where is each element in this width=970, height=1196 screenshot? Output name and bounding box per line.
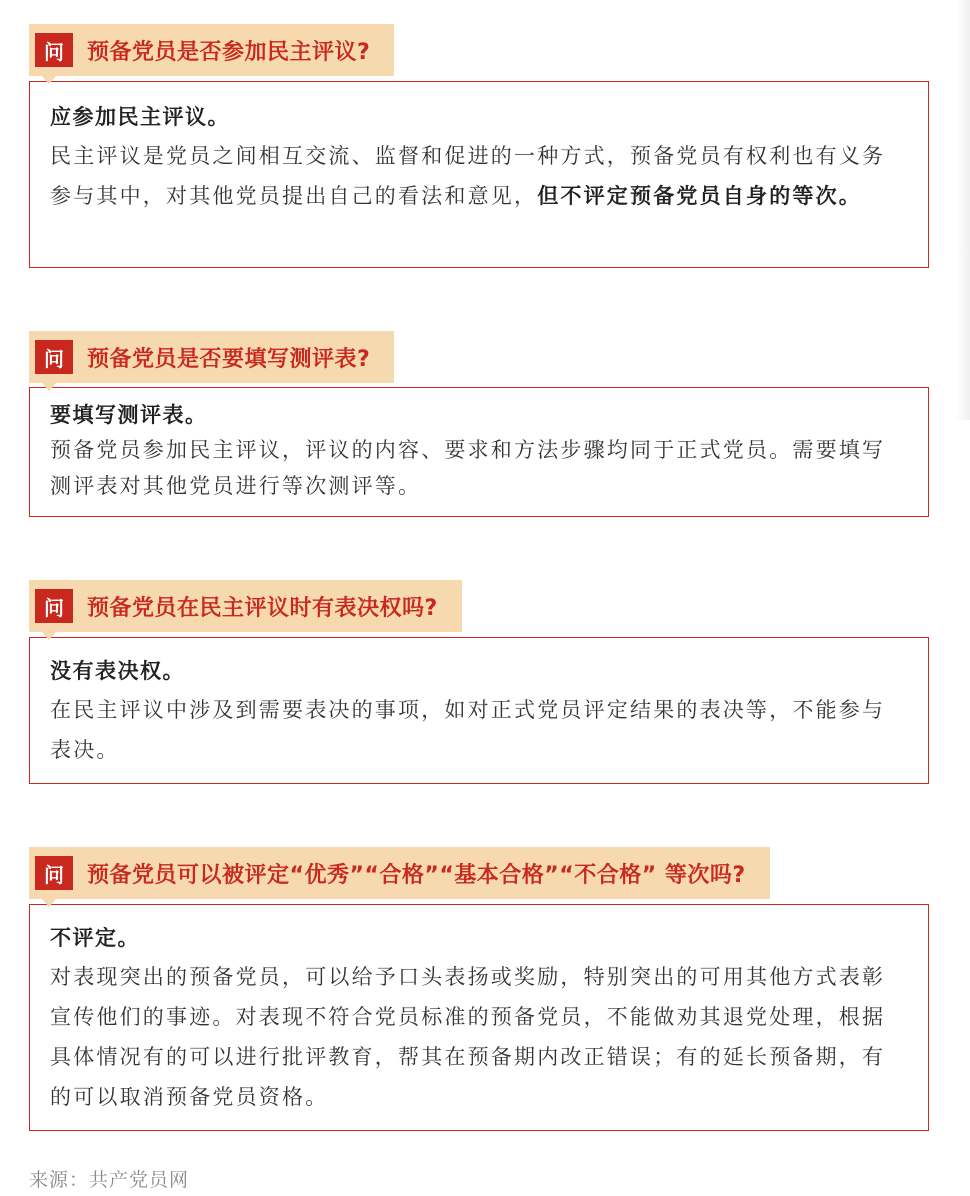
answer-body: [50, 957, 908, 1117]
qa-item-4: [29, 847, 931, 1131]
banner-pointer: [42, 899, 56, 907]
question-badge: 问: [35, 340, 73, 374]
source-credit: 来源：共产党员网: [29, 1169, 190, 1191]
banner-pointer: [42, 632, 56, 640]
answer-lead: 没有表决权。: [50, 659, 185, 683]
qa-item-2: [29, 331, 931, 517]
question-text: 预备党员可以被评定“优秀”“合格”“基本合格”“不合格” 等次吗?: [87, 862, 746, 888]
question-text: 预备党员是否要填写测评表?: [87, 346, 371, 372]
answer-text: 在民主评议中涉及到需要表决的事项，如对正式党员评定结果的表决等，不能参与表决。: [50, 698, 886, 762]
question-text: 预备党员在民主评议时有表决权吗?: [87, 595, 438, 621]
answer-box: [29, 387, 929, 517]
question-badge: 问: [35, 589, 73, 623]
answer-body: [50, 690, 908, 770]
question-text: 预备党员是否参加民主评议?: [87, 39, 371, 65]
answer-box: [29, 904, 929, 1131]
right-edge-shadow: [956, 0, 970, 420]
question-banner: [29, 580, 462, 632]
answer-body: [50, 432, 908, 504]
question-banner: [29, 24, 394, 76]
answer-lead: 要填写测评表。: [50, 403, 208, 427]
answer-box: [29, 637, 929, 784]
answer-lead: 不评定。: [50, 926, 140, 950]
question-banner: [29, 847, 770, 899]
answer-text: 预备党员参加民主评议，评议的内容、要求和方法步骤均同于正式党员。需要填写测评表对其他党员进行等次测评等。: [50, 438, 886, 498]
question-badge: 问: [35, 856, 73, 890]
answer-emphasis: 但不评定预备党员自身的等次。: [537, 184, 863, 208]
question-badge: 问: [35, 33, 73, 67]
answer-box: [29, 81, 929, 268]
qa-item-1: [29, 24, 931, 268]
banner-pointer: [42, 76, 56, 84]
answer-text: 民主评议是党员之间相互交流、监督和促进的一种方式，预备党员有权利也有义务参与其中，对其他党员提出自己的看法和意见，: [50, 144, 886, 208]
banner-pointer: [42, 383, 56, 391]
answer-lead: 应参加民主评议。: [50, 105, 230, 129]
answer-text: 对表现突出的预备党员，可以给予口头表扬或奖励，特别突出的可用其他方式表彰宣传他们的事迹。对表现不符合党员标准的预备党员，不能做劝其退党处理，根据具体情况有的可以进行批评教育，帮其在预备期内改正错误；有的延长预备期，有的可以取消预备党员资格。: [50, 965, 886, 1109]
question-banner: [29, 331, 394, 383]
qa-item-3: [29, 580, 931, 784]
answer-body: [50, 136, 908, 216]
